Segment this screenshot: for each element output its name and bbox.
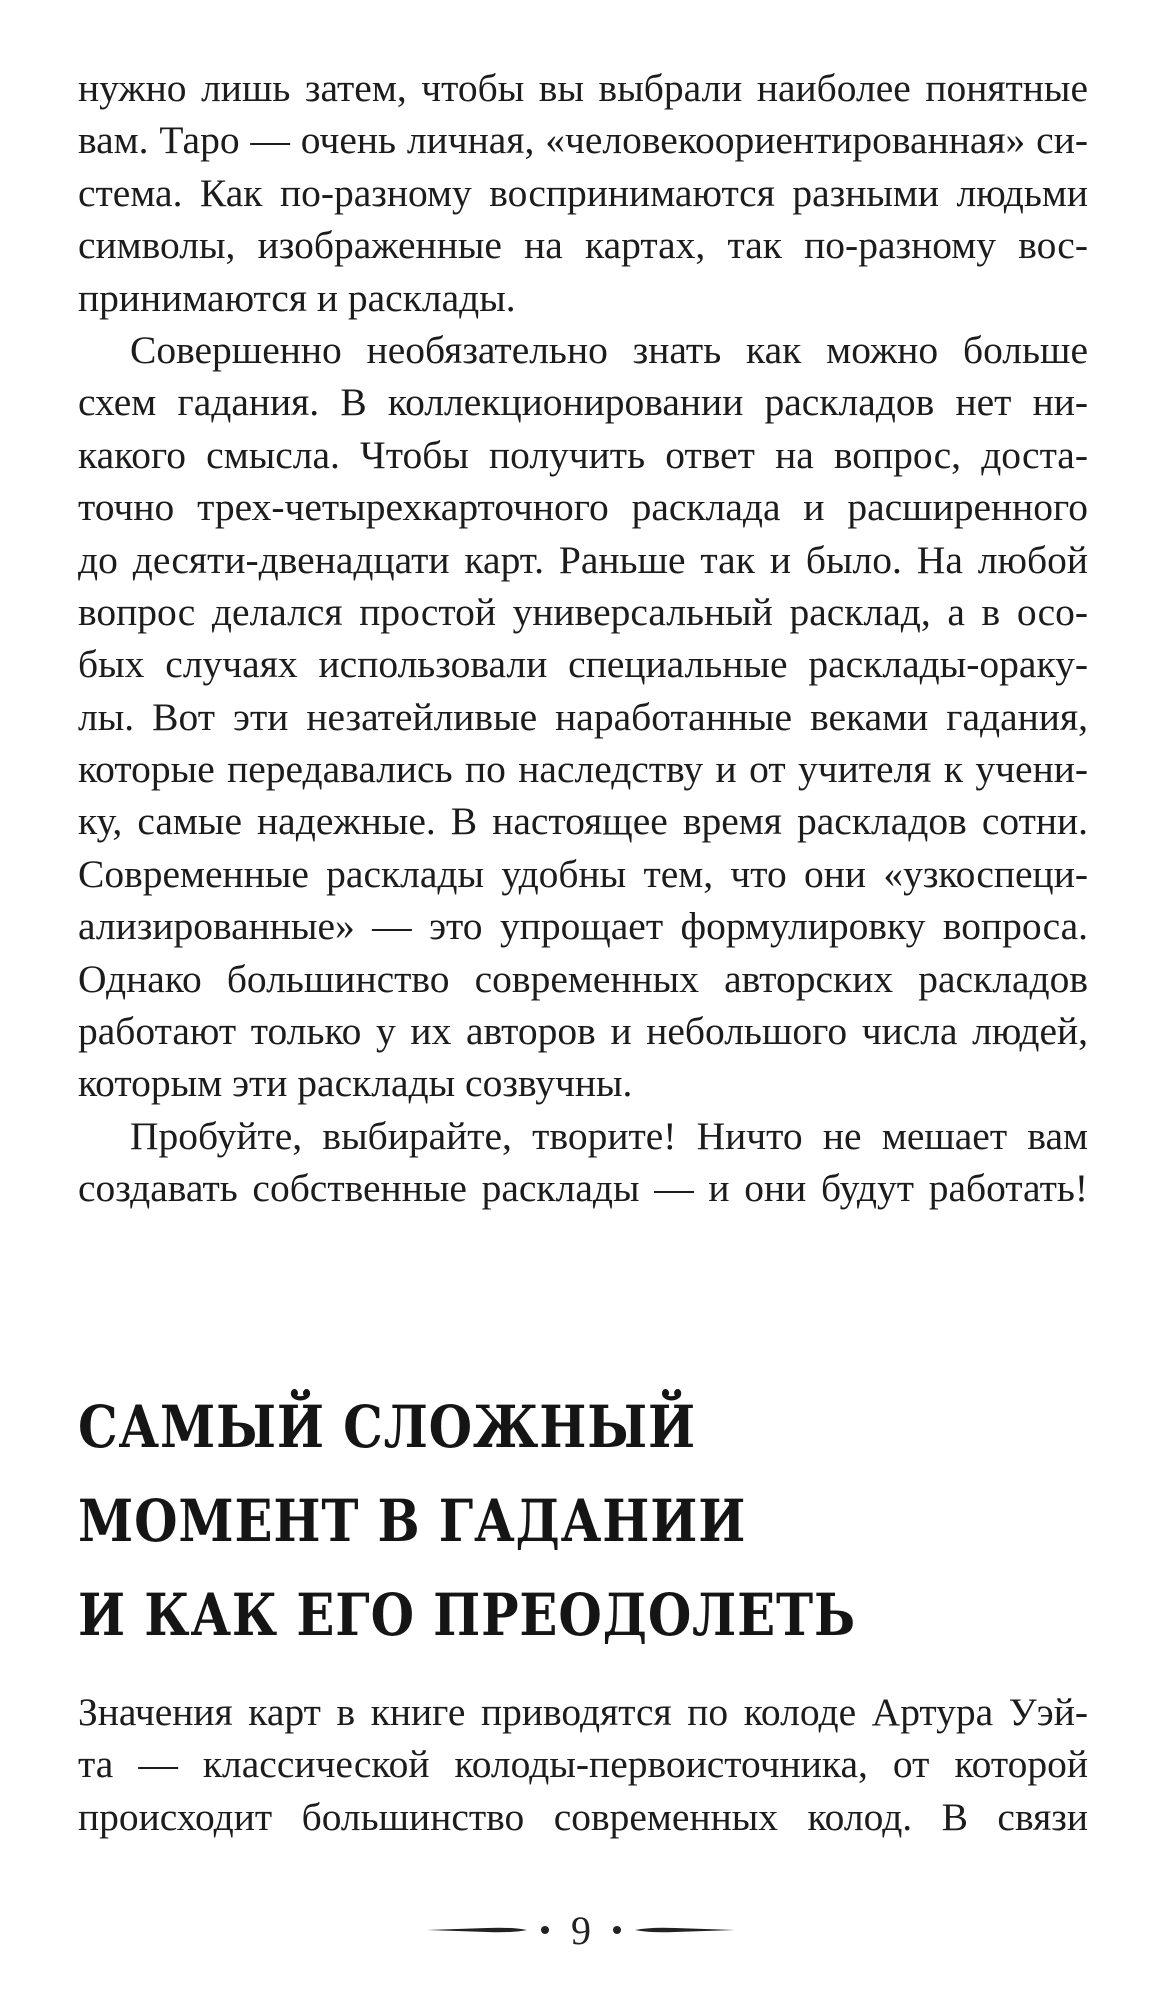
text-line: ализированные» — это упрощает формулировку вопроса. [78, 904, 1088, 949]
paragraph-2 [78, 324, 1088, 1110]
text-line: принимаются и расклады. [78, 275, 516, 320]
text-line: нужно лишь затем, чтобы вы выбрали наиболее понятные [78, 66, 1088, 110]
top-text-block [78, 62, 1088, 1215]
paragraph-1 [78, 62, 1088, 324]
page-footer [0, 1905, 1162, 1955]
text-line: схем гадания. В коллекционировании раскладов нет ни- [78, 380, 1088, 425]
text-line: вопрос делался простой универсальный расклад, а в осо- [78, 589, 1088, 634]
text-line: до десяти-двенадцати карт. Раньше так и было. На любой [78, 537, 1088, 582]
page-number: 9 [571, 1907, 591, 1953]
text-line: символы, изображенные на картах, так по-разному вос- [78, 223, 1088, 268]
text-line: Пробуйте, выбирайте, творите! Ничто не мешает вам [130, 1113, 1088, 1158]
text-line: какого смысла. Чтобы получить ответ на вопрос, доста- [78, 432, 1088, 477]
bottom-text-block [78, 1686, 1088, 1843]
text-line: Современные расклады удобны тем, что они «узкоспеци- [78, 851, 1088, 896]
paragraph-3 [78, 1110, 1088, 1215]
text-line: ку, самые надежные. В настоящее время раскладов сотни. [78, 799, 1088, 844]
text-line: стема. Как по-разному воспринимаются разными людьми [78, 170, 1088, 215]
text-line: создавать собственные расклады — и они будут работать! [78, 1166, 1088, 1211]
text-line: Значения карт в книге приводятся по колоде Артура Уэй- [78, 1690, 1088, 1734]
text-line: Совершенно необязательно знать как можно больше [130, 327, 1088, 372]
text-line: которым эти расклады созвучны. [78, 1061, 633, 1106]
section-heading [78, 1380, 1088, 1662]
text-line: бых случаях использовали специальные расклады-ораку- [78, 642, 1088, 687]
right-ornament-icon [635, 1923, 735, 1937]
text-line: вам. Таро — очень личная, «человекоориентированная» си- [78, 118, 1088, 163]
right-dot-icon [613, 1926, 621, 1934]
text-line: происходит большинство современных колод. В связи [78, 1794, 1088, 1839]
text-line: Однако большинство современных авторских раскладов [78, 956, 1088, 1001]
text-line: которые передавались по наследству и от учителя к учени- [78, 747, 1088, 792]
text-line: лы. Вот эти незатейливые наработанные веками гадания, [78, 694, 1088, 739]
heading-line: САМЫЙ СЛОЖНЫЙ [78, 1393, 697, 1461]
text-line: та — классической колоды-первоисточника, от которой [78, 1742, 1088, 1787]
left-dot-icon [541, 1926, 549, 1934]
left-ornament-icon [427, 1923, 527, 1937]
paragraph-4 [78, 1686, 1088, 1843]
text-line: работают только у их авторов и небольшого числа людей, [78, 1009, 1088, 1054]
heading-line: И КАК ЕГО ПРЕОДОЛЕТЬ [78, 1581, 857, 1649]
heading-line: МОМЕНТ В ГАДАНИИ [78, 1487, 747, 1555]
text-line: точно трех-четырехкарточного расклада и расширенного [78, 485, 1088, 530]
